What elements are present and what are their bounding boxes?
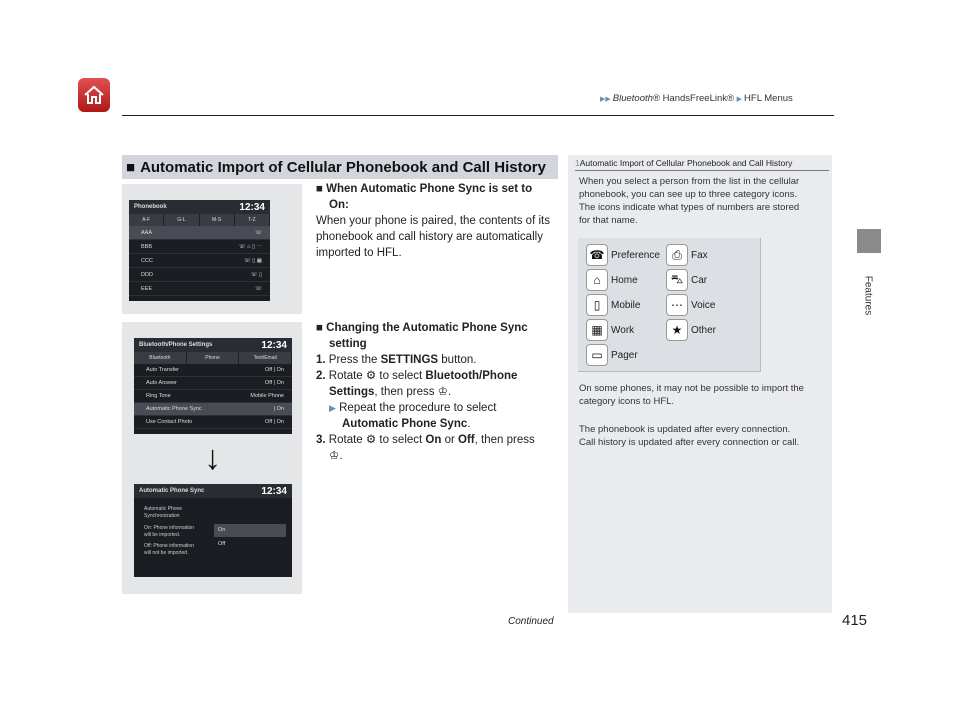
paragraph-line: When your phone is paired, the contents of its bbox=[316, 215, 550, 227]
note-paragraph-2 bbox=[579, 382, 829, 408]
legend-pager bbox=[586, 344, 638, 366]
legend-label: Mobile bbox=[611, 299, 641, 311]
description-line: On: Phone information bbox=[144, 525, 195, 531]
contact-name: CCC bbox=[141, 258, 153, 264]
pager-icon: ▭ bbox=[586, 344, 608, 366]
list-item[interactable] bbox=[129, 226, 270, 240]
home-button[interactable] bbox=[78, 78, 110, 112]
step-text: or bbox=[441, 434, 459, 446]
car-icon: ⛍ bbox=[666, 269, 688, 291]
description-line: will be imported. bbox=[144, 532, 181, 538]
subsection-heading-line: On: bbox=[329, 199, 349, 211]
list-item[interactable] bbox=[134, 377, 292, 390]
menu-item-label: Automatic Phone Sync bbox=[342, 418, 468, 430]
setting-value: | On bbox=[273, 406, 284, 412]
legend-car bbox=[666, 269, 707, 291]
clock-text: 12:34 bbox=[239, 201, 265, 213]
repeat-note-cont: Automatic Phone Sync. bbox=[342, 418, 471, 430]
setting-value: Off | On bbox=[264, 380, 284, 386]
legend-mobile bbox=[586, 294, 640, 316]
subsection-change-sync-setting bbox=[316, 320, 561, 464]
bt-settings-screen-header bbox=[134, 338, 292, 352]
list-item[interactable] bbox=[134, 403, 292, 416]
tab-m-s[interactable]: M-S bbox=[200, 214, 235, 226]
note-line: The icons indicate what types of numbers are stored bbox=[579, 202, 800, 213]
note-line: Call history is updated after every connection or call. bbox=[579, 437, 800, 448]
note-title bbox=[575, 158, 825, 168]
list-item[interactable] bbox=[129, 282, 270, 296]
selector-knob-icon: ⚙ bbox=[365, 370, 377, 382]
category-icons: ☏ ▯ ▦ bbox=[243, 258, 262, 264]
list-item[interactable] bbox=[134, 390, 292, 403]
breadcrumb-bluetooth[interactable]: Bluetooth bbox=[612, 93, 653, 104]
note-line: The phonebook is updated after every connection. bbox=[579, 424, 791, 435]
option-label: Off bbox=[458, 434, 475, 446]
legend-work bbox=[586, 319, 634, 341]
category-icon-legend bbox=[578, 238, 761, 372]
list-item[interactable] bbox=[129, 240, 270, 254]
square-bullet-icon: ■ bbox=[126, 158, 136, 176]
phonebook-screen-tabs bbox=[129, 214, 270, 226]
tab-t-z[interactable]: T-Z bbox=[235, 214, 270, 226]
preference-phone-icon: ☎ bbox=[586, 244, 608, 266]
paragraph-line: phonebook and call history are automatically bbox=[316, 231, 543, 243]
list-item[interactable] bbox=[129, 268, 270, 282]
subsection-automatic-sync-on bbox=[316, 181, 561, 261]
phonebook-screen-title: Phonebook bbox=[134, 204, 167, 210]
phone-icon: ☏ bbox=[255, 286, 262, 292]
step-text: Rotate bbox=[328, 434, 366, 446]
phonebook-screenshot-panel bbox=[122, 184, 302, 314]
description-line: Automatic Phone bbox=[144, 506, 183, 512]
bt-settings-tabs bbox=[134, 352, 292, 364]
subsection-heading-line: When Automatic Phone Sync is set to bbox=[326, 183, 533, 195]
tab-a-f[interactable]: A-F bbox=[129, 214, 164, 226]
note-line: for that name. bbox=[579, 215, 638, 226]
contact-name: AAA bbox=[141, 230, 153, 236]
step-text: button. bbox=[438, 354, 477, 366]
contact-name: DDD bbox=[141, 272, 153, 278]
work-building-icon: ▦ bbox=[586, 319, 608, 341]
mobile-phone-icon: ▯ bbox=[586, 294, 608, 316]
press-knob-icon: ♔ bbox=[329, 450, 340, 462]
step-text: , then press bbox=[374, 386, 438, 398]
auto-sync-description bbox=[144, 506, 214, 557]
voice-bubble-icon: ⋯ bbox=[666, 294, 688, 316]
contact-name: BBB bbox=[141, 244, 153, 250]
features-tab-label: Features bbox=[862, 275, 874, 316]
selector-knob-icon: ⚙ bbox=[365, 434, 377, 446]
auto-sync-title: Automatic Phone Sync bbox=[139, 488, 205, 494]
triangle-icon: ▶ bbox=[736, 96, 743, 103]
description-line: Off: Phone information bbox=[144, 543, 194, 549]
tab-phone[interactable]: Phone bbox=[187, 352, 240, 364]
list-item[interactable] bbox=[134, 416, 292, 429]
legend-label: Home bbox=[611, 274, 638, 286]
legend-home bbox=[586, 269, 638, 291]
phonebook-screen bbox=[129, 200, 270, 301]
continued-label: Continued bbox=[508, 616, 554, 627]
description-line: Synchronization bbox=[144, 513, 180, 519]
category-icons: ☏ ⌂ ▯ ⋯ bbox=[238, 244, 262, 250]
menu-item-label: Bluetooth/Phone bbox=[425, 370, 518, 382]
setting-label: Use Contact Photo bbox=[146, 419, 193, 425]
step-3 bbox=[316, 432, 561, 448]
phonebook-screen-header bbox=[129, 200, 270, 214]
option-label: On bbox=[425, 434, 442, 446]
tab-text-email[interactable]: Text/Email bbox=[239, 352, 292, 364]
tab-g-l[interactable]: G-L bbox=[164, 214, 199, 226]
paragraph-line: imported to HFL. bbox=[316, 247, 402, 259]
list-item[interactable] bbox=[129, 254, 270, 268]
step-number: 1. bbox=[316, 354, 326, 366]
setting-label: Ring Tone bbox=[146, 393, 171, 399]
step-text: to select bbox=[376, 434, 426, 446]
step-3-cont: ♔. bbox=[329, 450, 343, 462]
legend-label: Work bbox=[611, 324, 635, 336]
step-text: Rotate bbox=[328, 370, 366, 382]
subsection-heading: ■ When Automatic Phone Sync is set to bbox=[316, 183, 533, 195]
setting-value: Off | On bbox=[264, 367, 284, 373]
legend-voice bbox=[666, 294, 715, 316]
home-icon: ⌂ bbox=[586, 269, 608, 291]
page-number: 415 bbox=[842, 612, 868, 629]
legend-label: Fax bbox=[691, 249, 708, 261]
triangle-icon: ▶▶ bbox=[600, 96, 611, 103]
note-line: category icons to HFL. bbox=[579, 396, 675, 407]
down-arrow-icon: ↓ bbox=[204, 439, 221, 477]
section-heading bbox=[122, 155, 558, 179]
breadcrumb-hfl-menus[interactable]: HFL Menus bbox=[744, 93, 793, 104]
features-tab-marker[interactable] bbox=[857, 229, 881, 253]
subsection-heading-line: Changing the Automatic Phone Sync bbox=[326, 322, 528, 334]
note-marker-icon: 1 bbox=[575, 158, 580, 168]
legend-other bbox=[666, 319, 716, 341]
fax-icon: ⎙ bbox=[666, 244, 688, 266]
note-divider bbox=[575, 170, 829, 171]
legend-label: Voice bbox=[691, 299, 716, 311]
note-line: On some phones, it may not be possible to import the bbox=[579, 383, 804, 394]
step-1 bbox=[316, 352, 561, 368]
note-title-text: Automatic Import of Cellular Phonebook and Call History bbox=[579, 158, 793, 168]
setting-value: Off | On bbox=[264, 419, 284, 425]
section-heading-text: Automatic Import of Cellular Phonebook and Call History bbox=[140, 158, 546, 176]
contact-name: EEE bbox=[141, 286, 153, 292]
legend-label: Preference bbox=[611, 249, 660, 261]
note-paragraph-3 bbox=[579, 423, 829, 449]
subsection-heading: ■ Changing the Automatic Phone Sync bbox=[316, 322, 528, 334]
repeat-note bbox=[316, 400, 561, 416]
features-tab-label-wrap bbox=[848, 260, 888, 330]
note-line: When you select a person from the list in the cellular bbox=[579, 176, 800, 187]
legend-fax bbox=[666, 244, 708, 266]
step-2 bbox=[316, 368, 561, 384]
bt-settings-screen bbox=[134, 338, 292, 434]
legend-label: Pager bbox=[611, 349, 638, 361]
step-text: Repeat the procedure to select bbox=[339, 402, 497, 414]
header-divider bbox=[122, 115, 834, 116]
note-paragraph-1 bbox=[579, 175, 829, 227]
triangle-icon: ▶ bbox=[329, 403, 336, 413]
settings-button-label: SETTINGS bbox=[380, 354, 439, 366]
category-icons: ☏ ▯ bbox=[250, 272, 262, 278]
star-icon: ★ bbox=[666, 319, 688, 341]
step-number: 2. bbox=[316, 370, 326, 382]
step-2-cont: Settings, then press ♔. bbox=[329, 386, 452, 398]
option-on[interactable]: On bbox=[214, 524, 286, 537]
auto-sync-screen-header bbox=[134, 484, 292, 498]
press-knob-icon: ♔ bbox=[437, 386, 448, 398]
setting-label: Auto Transfer bbox=[146, 367, 180, 373]
tab-bluetooth[interactable]: Bluetooth bbox=[134, 352, 187, 364]
step-text: , then press bbox=[474, 434, 535, 446]
step-text: Press the bbox=[328, 354, 381, 366]
note-line: phonebook, you can see up to three category icons. bbox=[579, 189, 798, 200]
bt-settings-title: Bluetooth/Phone Settings bbox=[139, 342, 213, 348]
subsection-heading-line: setting bbox=[329, 338, 367, 350]
phone-icon: ☏ bbox=[255, 230, 262, 236]
legend-label: Other bbox=[691, 324, 717, 336]
breadcrumb-handsfreelink[interactable]: ® HandsFreeLink® bbox=[652, 93, 734, 104]
setting-label: Auto Answer bbox=[146, 380, 177, 386]
legend-preference bbox=[586, 244, 660, 266]
auto-sync-screen bbox=[134, 484, 292, 577]
setting-label: Automatic Phone Sync bbox=[146, 406, 202, 412]
legend-label: Car bbox=[691, 274, 708, 286]
menu-item-label: Settings bbox=[329, 386, 375, 398]
clock-text: 12:34 bbox=[261, 485, 287, 497]
clock-text: 12:34 bbox=[261, 339, 287, 351]
step-number: 3. bbox=[316, 434, 326, 446]
step-text: to select bbox=[376, 370, 426, 382]
list-item[interactable] bbox=[134, 364, 292, 377]
home-icon bbox=[83, 85, 105, 105]
breadcrumb bbox=[600, 93, 793, 104]
setting-value: Mobile Phone bbox=[250, 393, 284, 399]
description-line: will not be imported. bbox=[144, 550, 189, 556]
option-off[interactable]: Off bbox=[218, 541, 226, 547]
